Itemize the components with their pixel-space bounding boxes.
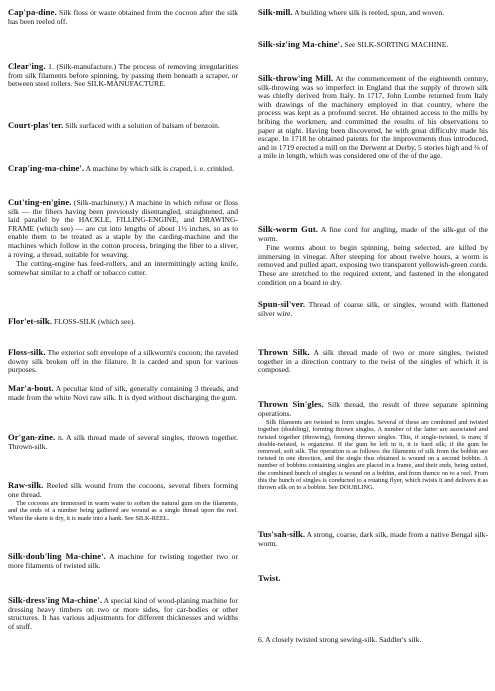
- entry-definition: n. A silk thread made of several singles, thrown together. Thrown-silk.: [8, 433, 238, 451]
- entry-paragraph: [258, 348, 488, 375]
- entry-definition: A machine by which silk is craped, i. e. crinkled.: [85, 164, 234, 173]
- entry-paragraph: [258, 225, 488, 243]
- entry-headword: Silk-siz'ing Ma-chine'.: [258, 39, 343, 49]
- dictionary-entry: [258, 40, 488, 51]
- entry-headword: Cut'ting-en'gine.: [8, 197, 72, 207]
- entry-definition: Reeled silk wound from the cocoons, several fibers forming one thread.: [8, 481, 238, 499]
- entry-small-print: Silk filaments are twisted to form singles. Several of these are combined and twisted together (doubling), forming thrown singles. A number of the latter are associated and twisted together (throwing), forming thrown singles. This, if single-twisted, is tram; if double-twisted, is organzine. If the gum be left in it, it is hard silk; if the gum be removed, soft silk. The operation is as follows: the filaments of silk from the bobbin are twisted in one direction, and the single thus obtained is wound on a second bobbin. A number of bobbins containing singles are placed in a frame, and their ends, being united, the combined bunch of singles is wound on a bobbin, and from thence on to a reel. From this the bunch of singles is conducted to a rotating flyer, which twists it and delivers it as thrown silk on to a bobbin. See DOUBLING.: [258, 419, 488, 492]
- dictionary-entry: [8, 317, 238, 328]
- entry-definition: 1. (Silk-manufacture.) The process of removing irregularities from silk filaments before spinning, by passing them beneath a scraper, or between steel rollers. See SILK-MANUFACTURE.: [8, 62, 238, 89]
- entry-headword: Silk-throw'ing Mill.: [258, 73, 334, 83]
- dictionary-entry: [8, 384, 238, 403]
- entry-paragraph: [8, 198, 238, 259]
- dictionary-entry: [8, 62, 238, 90]
- entry-definition: A strong, coarse, dark silk, made from a native Bengal silk-worm.: [258, 530, 488, 548]
- entry-paragraph: [8, 348, 238, 375]
- entry-paragraph: [258, 530, 488, 548]
- entry-paragraph: [8, 384, 238, 402]
- entry-headword: Tus'sah-silk.: [258, 529, 306, 539]
- entry-paragraph: [258, 74, 488, 161]
- entry-paragraph: [258, 40, 488, 50]
- entry-paragraph: [8, 433, 238, 451]
- entry-headword: Raw-silk.: [8, 480, 44, 490]
- entry-paragraph: [8, 596, 238, 631]
- dictionary-entry: [258, 8, 488, 19]
- dictionary-entry: [8, 121, 238, 132]
- dictionary-entry: [258, 636, 488, 646]
- dictionary-entry: [258, 225, 488, 288]
- entry-definition: A special kind of wood-planing machine for dressing heavy timbers on two or more sides, for car-bodies or other structures. It has various adjustments for different thicknesses and widths of stuff.: [8, 596, 239, 631]
- entry-extra-paragraph: Fine worms about to begin spinning, being selected, are killed by immersing in vinegar. After steeping for about twelve hours, a worm is removed and pulled apart, exposing two transparent yellowish-green cords. These are stretched to the required extent, and fastened in the elongated condition on a board to dry.: [258, 243, 488, 287]
- entry-paragraph: [8, 317, 238, 327]
- entry-definition: (Silk-machinery.) A machine in which refuse or floss silk — the fibers having been previously disentangled, straightened, and laid parallel by the HACKLE, FILLING-ENGINE, and DRAWING-FRAME (which see) — are cut into lengths of about 1½ inches, so as to enable them to be treated as a staple by the carding-machine and the machines which follow in the cotton process, bringing the fiber to a sliver, a roving, a thread, suitable for weaving.: [8, 198, 238, 259]
- dictionary-entry: [258, 348, 488, 376]
- dictionary-entry: [8, 596, 238, 632]
- entry-headword: Silk-mill.: [258, 7, 293, 17]
- entry-headword: Crap'ing-ma-chine'.: [8, 163, 85, 173]
- entry-definition: At the commencement of the eighteenth century, silk-throwing was so imperfect in England that the supply of thrown silk was chiefly derived from Italy. In 1717, John Lombe returned from Italy with drawings of the machinery employed in that country, where the process was kept as a profound secret. He obtained access to the mills by bribing the workmen, and committed the results of his observations to paper at night. Having been discovered, he with great difficulty made his escape. In 1718 he obtained patents for the improvements thus introduced, and in 1719 erected a mill on the Derwent at Derby, 5 stories high and ⅛ of a mile in length, which was considered one of the of the age.: [258, 74, 488, 161]
- dictionary-entry: [8, 348, 238, 376]
- entry-definition: A peculiar kind of silk, generally containing 3 threads, and made from the white Novi raw silk. It is dyed without discharging the gum.: [8, 384, 238, 402]
- dictionary-entry: [8, 164, 238, 175]
- entry-definition: The exterior soft envelope of a silkworm's cocoon; the raveled downy silk broken off in the filature. It is carded and spun for various purposes.: [8, 348, 238, 375]
- entry-paragraph: [258, 574, 488, 584]
- dictionary-entry: [258, 74, 488, 162]
- dictionary-entry: [258, 530, 488, 549]
- dictionary-entry: [258, 400, 488, 492]
- entry-extra-paragraph: The cutting-engine has feed-rollers, and an intermittingly acting knife, somewhat similar to a chaff or tobacco cutter.: [8, 259, 238, 277]
- entry-headword: Mar'a-bout.: [8, 383, 54, 393]
- entry-paragraph: [8, 62, 238, 89]
- entry-headword: Silk-doub'ling Ma-chine'.: [8, 551, 106, 561]
- dictionary-entry: [258, 300, 488, 319]
- entry-definition: A silk thread made of two or more singles, twisted together in a direction contrary to the twist of the singles of which it is composed.: [258, 348, 488, 375]
- entry-definition: Silk thread, the result of three separate spinning operations.: [258, 400, 488, 418]
- entry-small-print: The cocoons are immersed in warm water to soften the natural gum on the filaments, and the ends of a number being gathered are wound as a single thread upon the reel. When the skein is dry, it is made into a hank. See SILK-REEL.: [8, 500, 238, 522]
- dictionary-entry: [8, 8, 238, 27]
- entry-headword: Thrown Silk.: [258, 347, 310, 357]
- entry-paragraph: [8, 8, 238, 26]
- entry-definition: A fine cord for angling, made of the silk-gut of the worm.: [258, 225, 489, 243]
- entry-headword: Silk-worm Gut.: [258, 224, 319, 234]
- entry-headword: Thrown Sin'gles.: [258, 399, 324, 409]
- entry-definition: 6. A closely twisted strong sewing-silk. Saddler's silk.: [258, 635, 422, 644]
- entry-headword: Flor'et-silk.: [8, 316, 53, 326]
- entry-headword: Twist.: [258, 573, 281, 583]
- entry-paragraph: [258, 400, 488, 418]
- entry-headword: Cap'pa-dine.: [8, 7, 57, 17]
- dictionary-entry: [258, 574, 488, 585]
- entry-definition: See SILK-SORTING MACHINE.: [344, 40, 449, 49]
- dictionary-entry: [8, 433, 238, 452]
- entry-definition: Silk surfaced with a solution of balsam of benzoin.: [65, 121, 220, 130]
- entry-headword: Or'gan-zine.: [8, 432, 56, 442]
- entry-definition: A machine for twisting together two or more filaments of twisted silk.: [8, 552, 238, 570]
- dictionary-entry: [8, 198, 238, 278]
- dictionary-entry: [8, 481, 238, 523]
- entry-paragraph: [8, 552, 238, 570]
- entry-headword: Clear'ing.: [8, 61, 46, 71]
- entry-definition: Silk floss or waste obtained from the cocoon after the silk has been reeled off.: [8, 8, 238, 26]
- entry-paragraph: [8, 121, 238, 131]
- entry-headword: Court-plas'ter.: [8, 120, 64, 130]
- entry-paragraph: [8, 164, 238, 174]
- entry-paragraph: [258, 636, 488, 645]
- entry-definition: A building where silk is reeled, spun, and woven.: [294, 8, 445, 17]
- dictionary-entry: [8, 552, 238, 571]
- entry-paragraph: [258, 8, 488, 18]
- entry-definition: Thread of coarse silk, or singles, wound with flattened silver wire.: [258, 300, 488, 318]
- entry-definition: FLOSS-SILK (which see).: [53, 317, 136, 326]
- entry-headword: Spun-sil'ver.: [258, 299, 306, 309]
- entry-headword: Silk-dress'ing Ma-chine'.: [8, 595, 103, 605]
- entry-paragraph: [8, 481, 238, 499]
- entry-paragraph: [258, 300, 488, 318]
- entry-headword: Floss-silk.: [8, 347, 46, 357]
